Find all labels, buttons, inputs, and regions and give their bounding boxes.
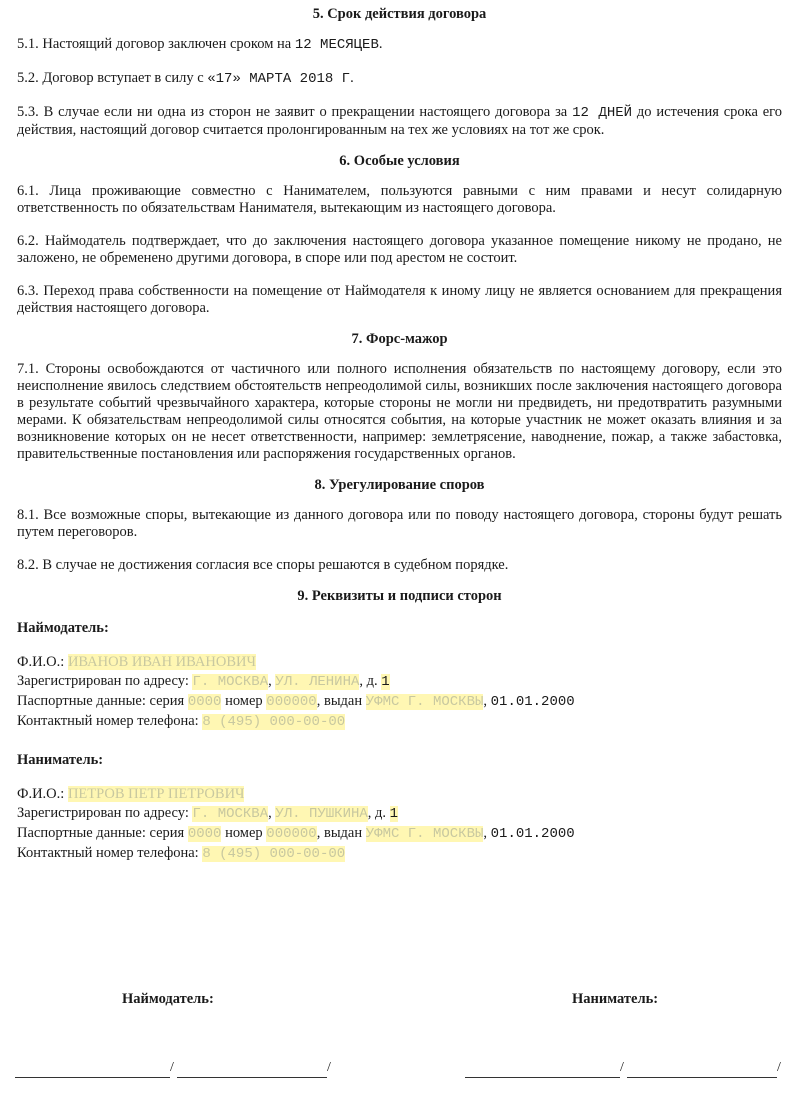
clause-6-1: 6.1. Лица проживающие совместно с Нанимателем, пользуются равными с ним правами и несут солидарную ответственность по обязательствам Нанимателя, вытекающим из настоящего договора. [17,183,782,216]
clause-5-3: 5.3. В случае если ни одна из сторон не заявит о прекращении настоящего договора за 12 ДНЕЙ до истечения срока его действия, настоящий договор считается пролонгированным на тех же условиях на тот же срок. [17,104,782,138]
tenant-passport-date: 01.01.2000 [490,826,575,842]
landlord-phone-value: 8 (495) 000-00-00 [202,714,346,730]
clause-7-1: 7.1. Стороны освобождаются от частичного или полного исполнения обязательств по настоящему договору, если это неисполнение явилось следствием обстоятельств непреодолимой силы, возникших после заключения настоящего договора в результате событий чрезвычайного характера, которые стороны не могли ни предвидеть, ни предотвратить разумными мерами. К обязательствам непреодолимой силы относятся события, на которые участник не может оказать влияния и за возникновение которых он не несет ответственности, например: землетрясение, наводнение, пожар, а также забастовка, правительственные постановления или распоряжения государственных органов. [17,361,782,462]
landlord-block [17,620,782,732]
clause-8-1: 8.1. Все возможные споры, вытекающие из данного договора или по поводу настоящего договора, стороны будут решать путем переговоров. [17,507,782,540]
tenant-name-slash: / [777,1060,781,1075]
tenant-phone-value: 8 (495) 000-00-00 [202,846,346,862]
term-value: 12 МЕСЯЦЕВ [294,37,379,53]
tenant-block [17,752,782,864]
landlord-fio-value: ИВАНОВ ИВАН ИВАНОВИЧ [67,654,256,670]
landlord-signature-line[interactable] [15,1077,170,1078]
tenant-signature-line[interactable] [465,1077,620,1078]
landlord-city: Г. МОСКВА [192,674,269,690]
landlord-street: УЛ. ЛЕНИНА [275,674,360,690]
tenant-house: 1 [389,806,399,822]
tenant-fio-value: ПЕТРОВ ПЕТР ПЕТРОВИЧ [67,786,245,802]
landlord-passport-issuer: УФМС Г. МОСКВЫ [365,694,484,710]
landlord-name-slash: / [327,1060,331,1075]
tenant-signature-slash: / [620,1060,624,1075]
landlord-passport-date: 01.01.2000 [490,694,575,710]
tenant-signature-label: Наниматель: [572,991,659,1007]
landlord-house: 1 [381,674,390,690]
section-5-title: 5. Срок действия договора [312,6,487,22]
clause-8-2: 8.2. В случае не достижения согласия все споры решаются в судебном порядке. [17,557,509,573]
tenant-passport-number: 000000 [266,826,317,842]
landlord-signature-slash: / [170,1060,174,1075]
landlord-passport-number: 000000 [266,694,317,710]
tenant-passport-issuer: УФМС Г. МОСКВЫ [365,826,484,842]
contract-body [17,4,782,864]
clause-5-2: 5.2. Договор вступает в силу с «17» МАРТА 2018 Г. [17,70,354,87]
clause-6-3: 6.3. Переход права собственности на помещение от Наймодателя к иному лицу не является основанием для прекращения действия настоящего договора. [17,283,782,316]
landlord-phone-row: Контактный номер телефона: 8 (495) 000-00-00 [17,713,346,730]
landlord-signature-label: Наймодатель: [122,991,214,1007]
tenant-street: УЛ. ПУШКИНА [275,806,368,822]
landlord-passport-series: 0000 [187,694,222,710]
landlord-passport-row: Паспортные данные: серия 0000 номер 000000, выдан УФМС Г. МОСКВЫ, 01.01.2000 [17,693,575,710]
notice-days-value: 12 ДНЕЙ [572,105,633,121]
start-date-value: «17» МАРТА 2018 Г [207,71,351,87]
clause-6-2: 6.2. Наймодатель подтверждает, что до заключения настоящего договора указанное помещение никому не продано, не заложено, не обременено другими договора, в споре или под арестом не состоит. [17,233,782,266]
tenant-passport-row: Паспортные данные: серия 0000 номер 000000, выдан УФМС Г. МОСКВЫ, 01.01.2000 [17,825,575,842]
tenant-fio-row: Ф.И.О.: ПЕТРОВ ПЕТР ПЕТРОВИЧ [17,786,245,802]
tenant-name-line[interactable] [627,1077,777,1078]
landlord-heading: Наймодатель: [17,620,109,636]
section-9-title: 9. Реквизиты и подписи сторон [297,588,502,604]
tenant-phone-row: Контактный номер телефона: 8 (495) 000-00-00 [17,845,346,862]
tenant-heading: Наниматель: [17,752,104,768]
section-8-title: 8. Урегулирование споров [314,477,485,493]
tenant-city: Г. МОСКВА [192,806,269,822]
clause-5-1: 5.1. Настоящий договор заключен сроком на 12 МЕСЯЦЕВ. [17,36,383,53]
tenant-passport-series: 0000 [187,826,222,842]
landlord-name-line[interactable] [177,1077,327,1078]
landlord-address-row: Зарегистрирован по адресу: Г. МОСКВА, УЛ. ЛЕНИНА, д. 1 [17,673,390,690]
landlord-fio-row: Ф.И.О.: ИВАНОВ ИВАН ИВАНОВИЧ [17,654,256,670]
tenant-address-row: Зарегистрирован по адресу: Г. МОСКВА, УЛ. ПУШКИНА, д. 1 [17,805,399,822]
section-7-title: 7. Форс-мажор [351,331,448,347]
section-6-title: 6. Особые условия [339,153,460,169]
